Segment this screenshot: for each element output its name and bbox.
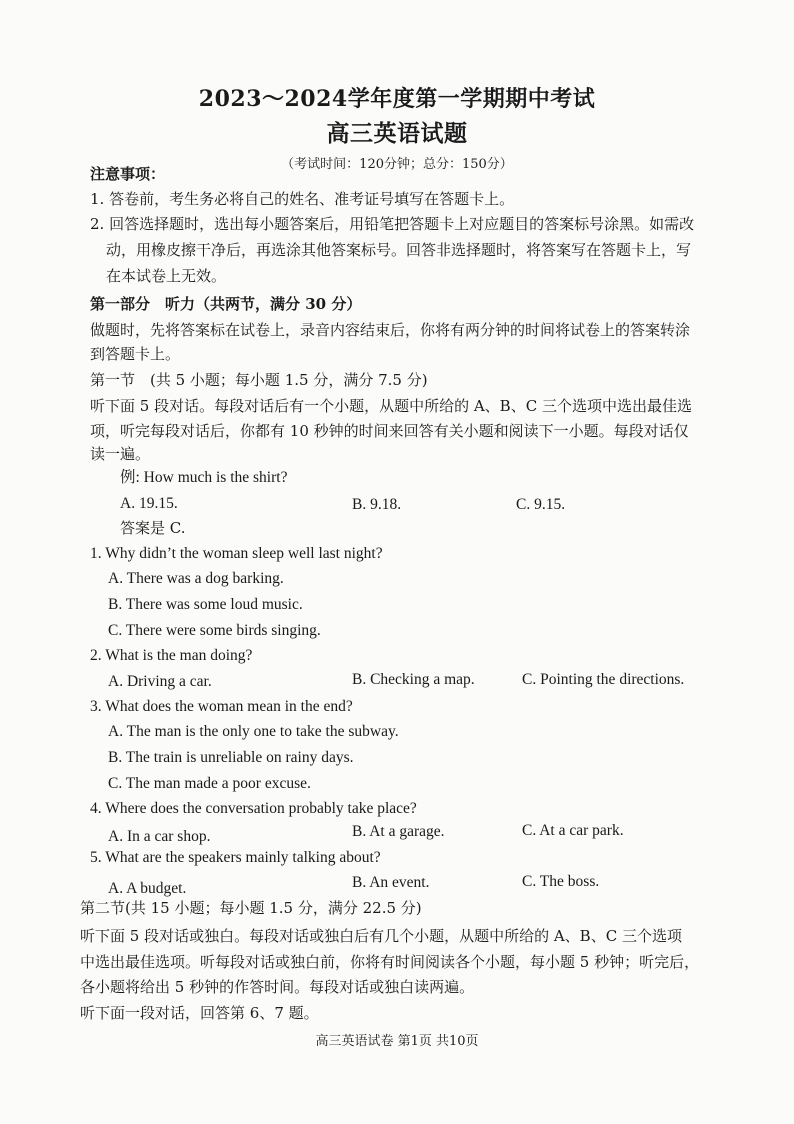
question-5: 5. What are the speakers mainly talking about? [90,849,381,866]
example-question: 例: How much is the shirt? [120,469,288,486]
question-4-option-a: A. In a car shop. [108,828,211,845]
page-footer: 高三英语试卷 第1页 共10页 [315,1034,479,1049]
question-3-option-b: B. The train is unreliable on rainy days. [108,749,354,766]
section2-instruction-line-3: 各小题将给出 5 秒钟的作答时间。每段对话或独白读两遍。 [80,978,475,996]
part1-instruction-line-2: 到答题卡上。 [90,345,181,363]
question-2: 2. What is the man doing? [90,647,253,664]
part1-instruction-line-1: 做题时，先将答案标在试卷上，录音内容结束后，你将有两分钟的时间将试卷上的答案转涂 [90,321,691,339]
question-2-option-b: B. Checking a map. [352,671,475,688]
section2-lead: 听下面一段对话，回答第 6、7 题。 [80,1004,319,1022]
section1-instruction-line-3: 读一遍。 [90,445,151,463]
notes-item-2-line-2: 动，用橡皮擦干净后，再选涂其他答案标号。回答非选择题时，将答案写在答题卡上，写 [106,241,692,259]
section1-instruction-line-2: 项，听完每段对话后，你都有 10 秒钟的时间来回答有关小题和阅读下一小题。每段对话仅 [90,422,689,440]
notes-item-1: 1. 答卷前，考生务必将自己的姓名、准考证号填写在答题卡上。 [90,190,515,208]
example-option-c: C. 9.15. [516,496,566,513]
question-3-option-c: C. The man made a poor excuse. [108,775,311,792]
question-5-option-b: B. An event. [352,874,430,891]
example-option-b: B. 9.18. [352,496,402,513]
question-1: 1. Why didn’t the woman sleep well last night? [90,545,383,562]
question-1-option-b: B. There was some loud music. [108,596,303,613]
question-4-option-b: B. At a garage. [352,823,445,840]
question-4: 4. Where does the conversation probably take place? [90,800,417,817]
notes-item-2-line-1: 2. 回答选择题时，选出每小题答案后，用铅笔把答题卡上对应题目的答案标号涂黑。如需改 [90,215,695,233]
example-option-a: A. 19.15. [120,495,178,512]
exam-title: 2023～2024学年度第一学期期中考试 [198,86,596,112]
notes-heading: 注意事项： [90,165,166,183]
question-3: 3. What does the woman mean in the end? [90,698,353,715]
section1-instruction-line-1: 听下面 5 段对话。每段对话后有一个小题，从题中所给的 A、B、C 三个选项中选出最佳选 [90,397,692,415]
question-3-option-a: A. The man is the only one to take the subway. [108,723,399,740]
example-answer: 答案是 C. [120,519,186,537]
question-2-option-a: A. Driving a car. [108,673,212,690]
section1-heading: 第一节 (共 5 小题；每小题 1.5 分，满分 7.5 分) [90,371,428,389]
section2-instruction-line-1: 听下面 5 段对话或独白。每段对话或独白后有几个小题，从题中所给的 A、B、C 三个选项 [80,927,682,945]
question-4-option-c: C. At a car park. [522,822,624,839]
exam-info: （考试时间：120分钟；总分：150分） [281,157,513,172]
question-1-option-a: A. There was a dog barking. [108,570,284,587]
notes-item-2-line-3: 在本试卷上无效。 [106,267,227,285]
question-1-option-c: C. There were some birds singing. [108,622,321,639]
question-5-option-c: C. The boss. [522,873,600,890]
section2-heading: 第二节(共 15 小题；每小题 1.5 分，满分 22.5 分) [80,899,422,917]
question-2-option-c: C. Pointing the directions. [522,671,685,688]
exam-subtitle: 高三英语试题 [326,120,468,147]
question-5-option-a: A. A budget. [108,880,187,897]
part1-heading: 第一部分 听力（共两节，满分 30 分） [90,295,362,313]
section2-instruction-line-2: 中选出最佳选项。听每段对话或独白前，你将有时间阅读各个小题，每小题 5 秒钟；听完后， [80,953,700,971]
